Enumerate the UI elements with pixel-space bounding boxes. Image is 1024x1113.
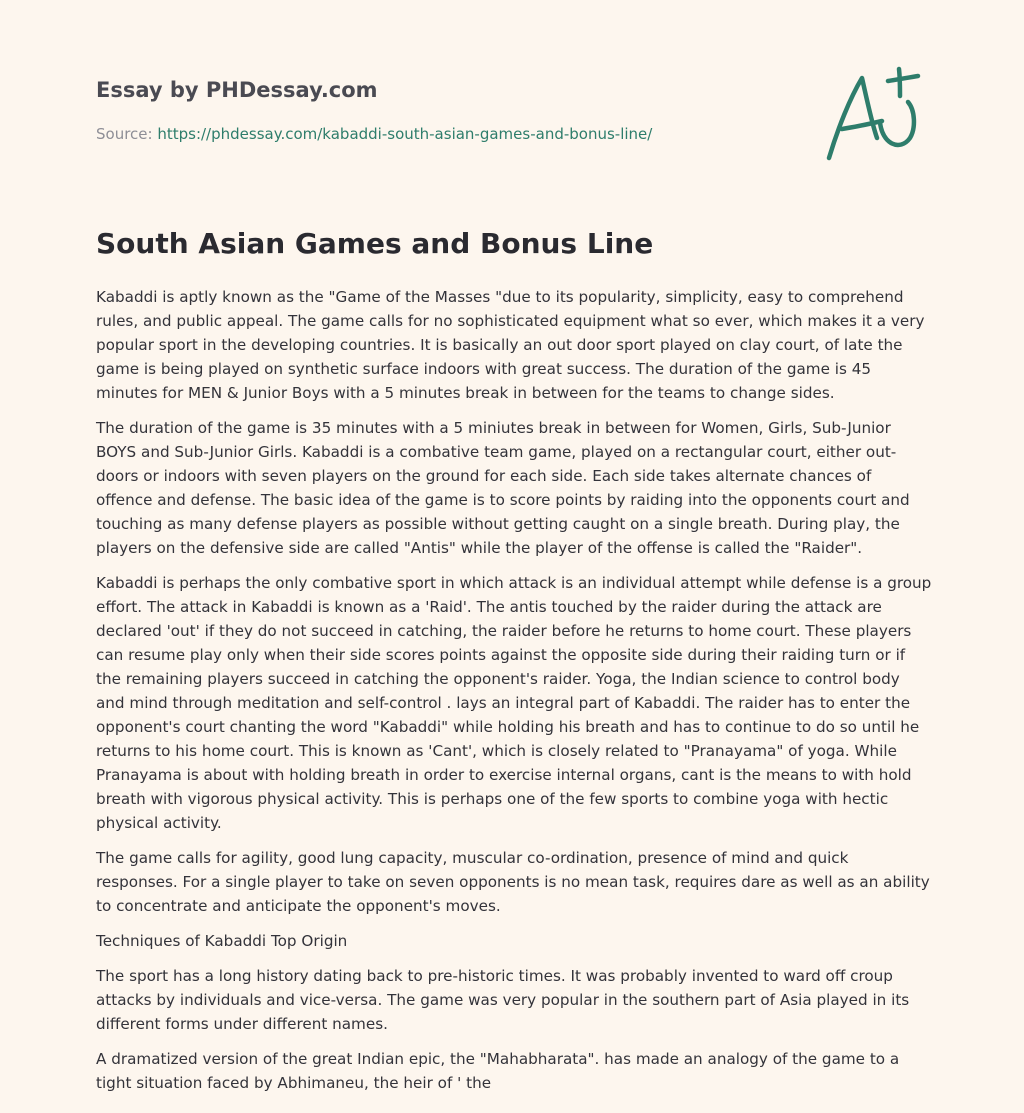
essay-header: [96, 76, 796, 144]
paragraph: Kabaddi is perhaps the only combative sport in which attack is an individual attempt while defense is a group effort. The attack in Kabaddi is known as a 'Raid'. The antis touched by the raider during the attack are declared 'out' if they do not succeed in catching, the raider before he returns to home court. These players can resume play only when their side scores points against the opposite side during their raiding turn or if the remaining players succeed in catching the opponent's raider. Yoga, the Indian science to control body and mind through meditation and self-control . lays an integral part of Kabaddi. The raider has to enter the opponent's court chanting the word "Kabaddi" while holding his breath and has to continue to do so until he returns to his home court. This is known as 'Cant', which is closely related to "Pranayama" of yoga. While Pranayama is about with holding breath in order to exercise internal organs, cant is the means to with hold breath with vigorous physical activity. This is perhaps one of the few sports to combine yoga with hectic physical activity.: [96, 574, 932, 832]
paragraph: The game calls for agility, good lung capacity, muscular co-ordination, presence of mind and quick responses. For a single player to take on seven opponents is no mean task, requires dare as well as an ability to concentrate and anticipate the opponent's moves.: [96, 849, 930, 915]
source-line: [96, 124, 796, 144]
site-brand: Essay by PHDessay.com: [96, 78, 378, 102]
a-plus-grade-icon: [822, 66, 926, 166]
section-subheading: Techniques of Kabaddi Top Origin: [96, 932, 348, 950]
paragraph: The sport has a long history dating back to pre-historic times. It was probably invented to ward off croup attacks by individuals and vice-versa. The game was very popular in the southern part of Asia played in its different forms under different names.: [96, 967, 910, 1033]
paragraph: A dramatized version of the great Indian epic, the "Mahabharata". has made an analogy of the game to a tight situation faced by Abhimaneu, the heir of ' the: [96, 1050, 900, 1092]
paragraph: The duration of the game is 35 minutes with a 5 miniutes break in between for Women, Girls, Sub-Junior BOYS and Sub-Junior Girls. Kabaddi is a combative team game, played on a rectangular court, either out-doors or indoors with seven players on the ground for each side. Each side takes alternate chances of offence and defense. The basic idea of the game is to score points by raiding into the opponents court and touching as many defense players as possible without getting caught on a single breath. During play, the players on the defensive side are called "Antis" while the player of the offense is called the "Raider".: [96, 419, 910, 557]
source-label: Source:: [96, 125, 158, 143]
paragraph: Kabaddi is aptly known as the "Game of the Masses "due to its popularity, simplicity, easy to comprehend rules, and public appeal. The game calls for no sophisticated equipment what so ever, which makes it a very popular sport in the developing countries. It is basically an out door sport played on clay court, of late the game is being played on synthetic surface indoors with great success. The duration of the game is 45 minutes for MEN & Junior Boys with a 5 minutes break in between for the teams to change sides.: [96, 288, 925, 402]
essay-body: [96, 285, 932, 1106]
essay-title: South Asian Games and Bonus Line: [96, 227, 654, 260]
source-link[interactable]: https://phdessay.com/kabaddi-south-asian-games-and-bonus-line/: [157, 125, 653, 143]
